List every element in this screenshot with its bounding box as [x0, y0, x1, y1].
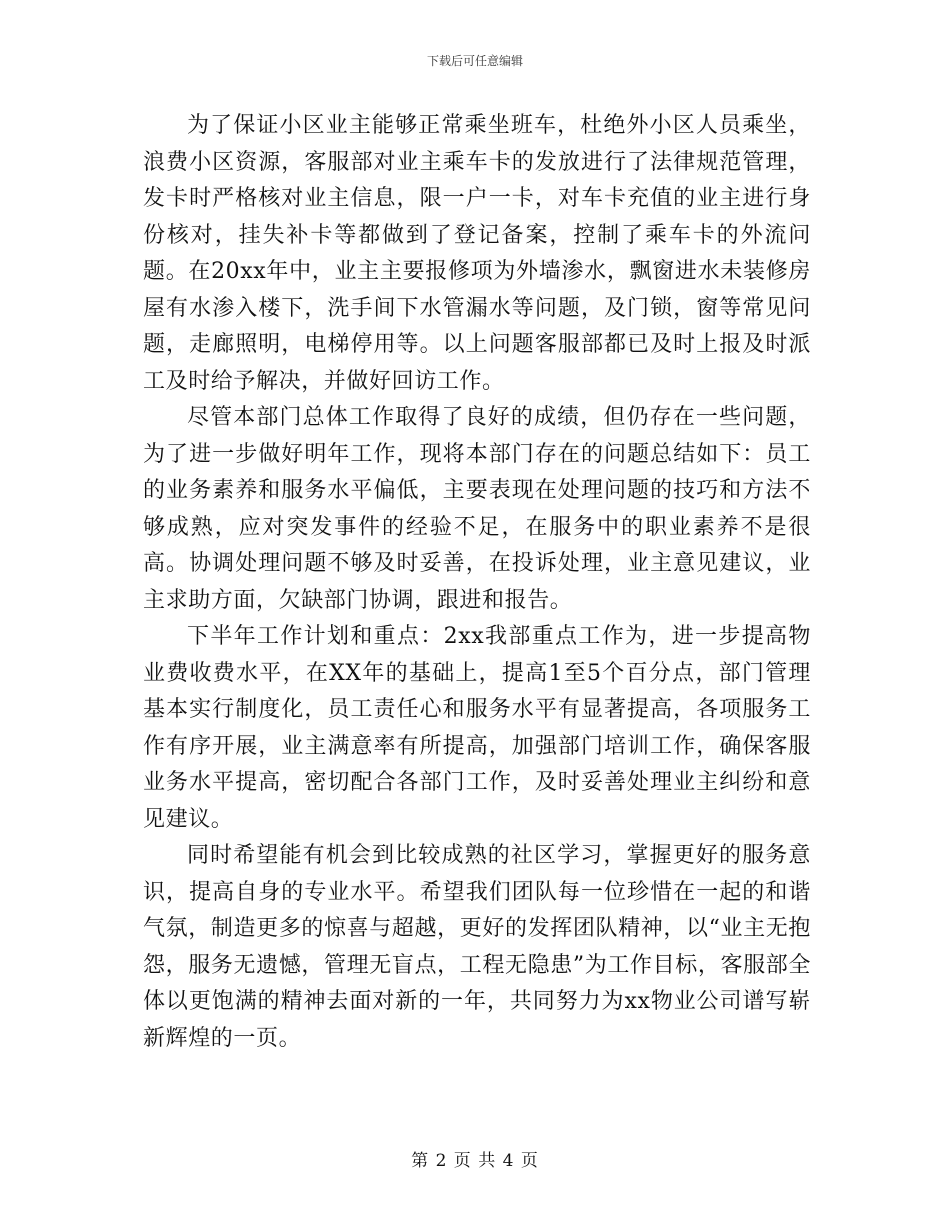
paragraph-work-plan: 下半年工作计划和重点：2xx我部重点工作为，进一步提高物业费收费水平，在XX年的基础上，提高1至5个百分点，部门管理基本实行制度化，员工责任心和服务水平有显著提高，各项服务工作有序开展，业主满意率有所提高，加强部门培训工作，确保客服业务水平提高，密切配合各部门工作，及时妥善处理业主纠纷和意见建议。 — [143, 624, 811, 832]
document-body — [143, 108, 811, 1057]
paragraph-team-hopes: 同时希望能有机会到比较成熟的社区学习，掌握更好的服务意识，提高自身的专业水平。希望我们团队每一位珍惜在一起的和谐气氛，制造更多的惊喜与超越，更好的发挥团队精神，以“业主无抱怨，服务无遗憾，管理无盲点，工程无隐患”为工作目标，客服部全体以更饱满的精神去面对新的一年，共同努力为xx物业公司谱写崭新辉煌的一页。 — [143, 843, 811, 1051]
page-number: 第 2 页 共 4 页 — [411, 1151, 539, 1171]
paragraph-existing-problems: 尽管本部门总体工作取得了良好的成绩，但仍存在一些问题，为了进一步做好明年工作，现将本部门存在的问题总结如下：员工的业务素养和服务水平偏低，主要表现在处理问题的技巧和方法不够成熟，应对突发事件的经验不足，在服务中的职业素养不是很高。协调处理问题不够及时妥善，在投诉处理，业主意见建议，业主求助方面，欠缺部门协调，跟进和报告。 — [143, 405, 811, 613]
paragraph-shuttle-card-management: 为了保证小区业主能够正常乘坐班车，杜绝外小区人员乘坐，浪费小区资源，客服部对业主乘车卡的发放进行了法律规范管理，发卡时严格核对业主信息，限一户一卡，对车卡充值的业主进行身份核对，挂失补卡等都做到了登记备案，控制了乘车卡的外流问题。在20xx年中，业主主要报修项为外墙渗水，飘窗进水未装修房屋有水渗入楼下，洗手间下水管漏水等问题，及门锁，窗等常见问题，走廊照明，电梯停用等。以上问题客服部都已及时上报及时派工及时给予解决，并做好回访工作。 — [143, 113, 811, 394]
page-header: 下载后可任意编辑 — [426, 54, 523, 68]
